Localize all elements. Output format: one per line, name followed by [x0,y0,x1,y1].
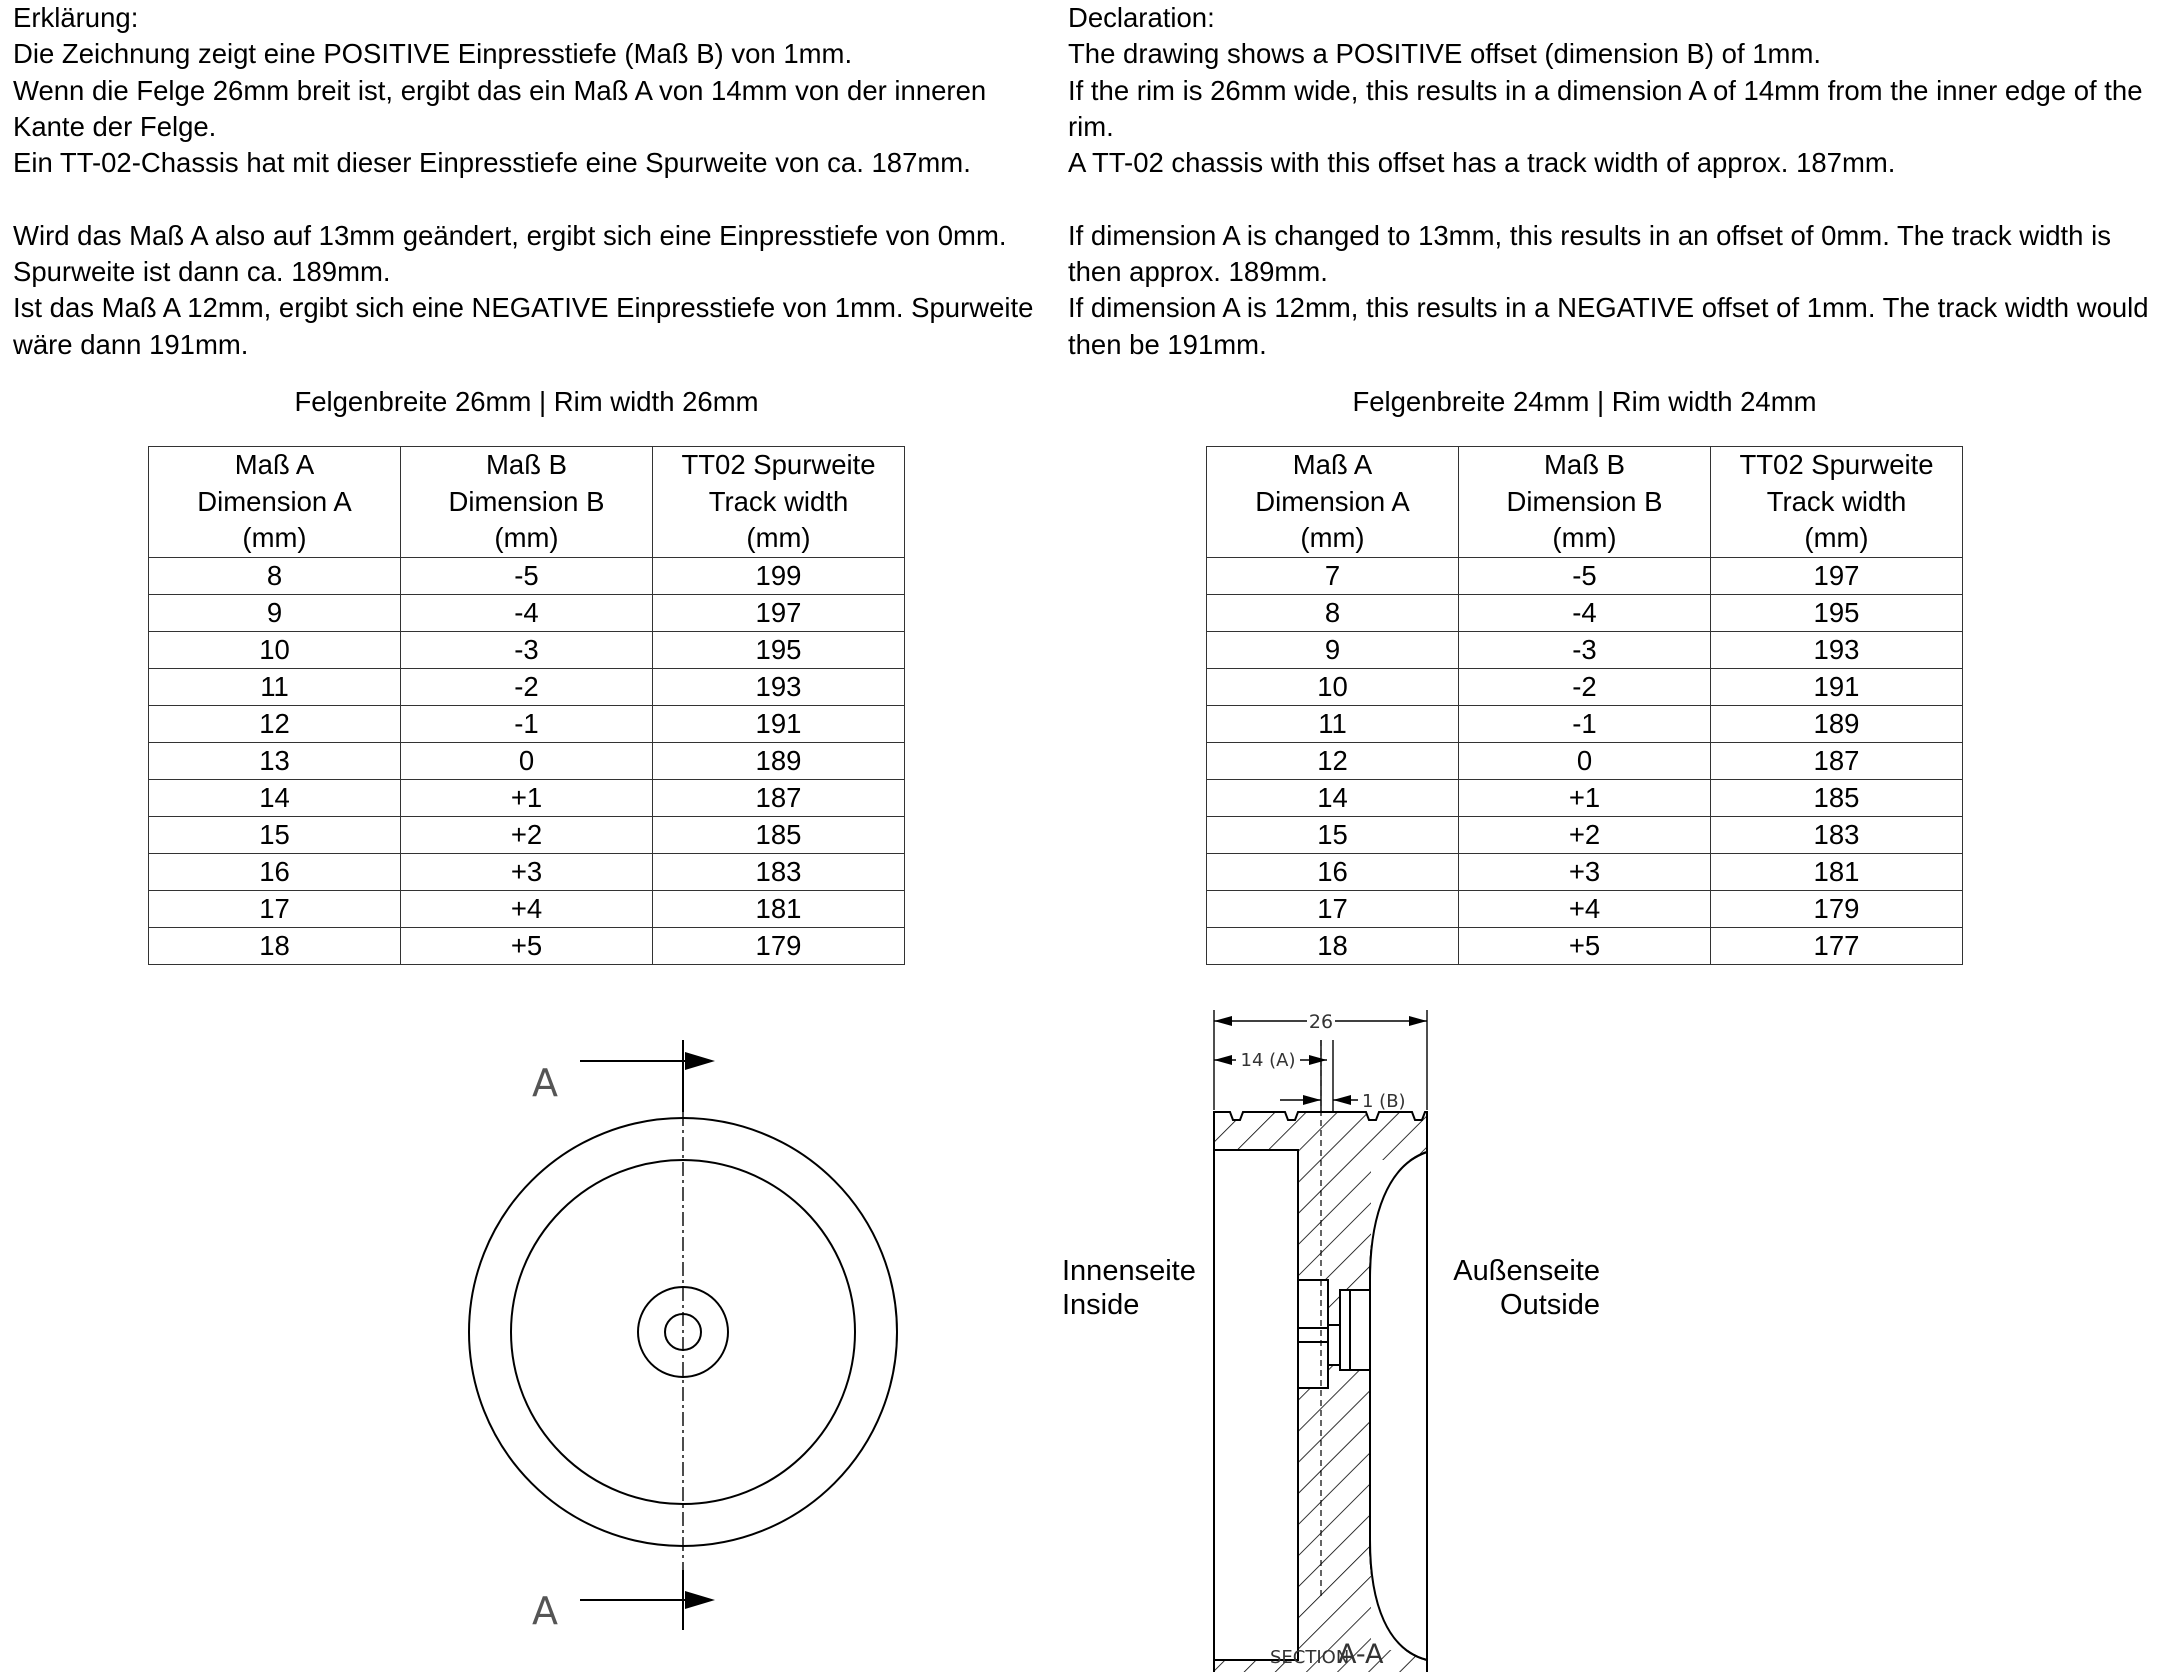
table-cell: -4 [1459,595,1711,632]
table-cell: 181 [653,891,905,928]
dim-a-arrow-left [1214,1055,1232,1065]
column-header-line: Maß A [234,449,315,481]
explanation-line: A TT-02 chassis with this offset has a track width of approx. 187mm. [1068,147,1896,179]
column-header-line: TT02 Spurweite [681,449,876,481]
table-cell: 9 [1207,632,1459,669]
column-header-line: Maß A [1292,449,1373,481]
table-row [1207,780,1963,817]
hub-step-inner [1298,1280,1328,1388]
table-cell: -3 [1459,632,1711,669]
table-cell: 16 [1207,854,1459,891]
table-row [1207,854,1963,891]
explanation-line: Wenn die Felge 26mm breit ist, ergibt das ein Maß A von 14mm von der inneren Kante der Felge. [13,74,987,142]
table-cell: 10 [149,632,401,669]
explanation-english [1068,0,2153,363]
table-cell: 18 [1207,928,1459,965]
dim-a-arrow-right [1309,1055,1327,1065]
dim-a-label: 14 (A) [1240,1050,1296,1071]
explanation-line: Ist das Maß A 12mm, ergibt sich eine NEGATIVE Einpresstiefe von 1mm. Spurweite wäre dann 191mm. [13,292,1034,360]
wheel-front-view [440,1010,960,1660]
table-caption-26mm: Felgenbreite 26mm | Rim width 26mm [294,386,759,417]
table-row [1207,558,1963,595]
column-header-line: Dimension B [448,485,605,517]
table-cell: 183 [653,854,905,891]
table-cell: +1 [401,780,653,817]
section-mark-top: A [532,1061,558,1105]
table-cell: 177 [1711,928,1963,965]
offset-table-26mm [148,446,905,965]
table-cell: 11 [149,669,401,706]
outer-dish-fill [1371,1160,1426,1650]
table-cell: 8 [1207,595,1459,632]
table-cell: 185 [1711,780,1963,817]
table-cell: +1 [1459,780,1711,817]
column-header-line: Maß B [1544,449,1625,481]
table-cell: +3 [401,854,653,891]
outside-label-de: Außenseite [1453,1255,1600,1287]
explanation-line: If dimension A is changed to 13mm, this results in an offset of 0mm. The track width is then approx. 189mm. [1068,219,2111,288]
table-cell: 187 [1711,743,1963,780]
table-cell: 12 [149,706,401,743]
table-header-row [149,447,905,558]
table-row [1207,891,1963,928]
explanation-line: If dimension A is 12mm, this results in a NEGATIVE offset of 1mm. The track width would then be 191mm. [1068,292,2149,360]
explanation-line: Ein TT-02-Chassis hat mit dieser Einpresstiefe eine Spurweite von ca. 187mm. [13,147,971,179]
table-row [149,780,905,817]
wheel-section-view [1200,1000,1460,1672]
table-cell: 9 [149,595,401,632]
table-row [1207,817,1963,854]
table-cell: 181 [1711,854,1963,891]
explanation-title: Declaration: [1068,2,1215,33]
table-cell: +4 [401,891,653,928]
offset-table-24mm [1206,446,1963,965]
table-cell: -5 [401,558,653,595]
column-header-line: (mm) [746,522,811,554]
section-word: SECTION [1270,1647,1350,1668]
hub-step-outer-redraw [1350,1290,1370,1370]
table-cell: 193 [1711,632,1963,669]
column-header [401,447,653,558]
explanation-line: The drawing shows a POSITIVE offset (dimension B) of 1mm. [1068,38,1821,70]
section-arrowhead-top [685,1052,715,1070]
table-cell: 18 [149,928,401,965]
table-cell: 0 [401,743,653,780]
column-header-line: (mm) [1552,522,1617,554]
table-cell: 199 [653,558,905,595]
table-row [149,817,905,854]
explanation-title: Erklärung: [13,2,139,33]
table-row [149,669,905,706]
column-header [653,447,905,558]
table-row [1207,743,1963,780]
dim-26-arrow-left [1214,1016,1232,1026]
table-cell: 14 [1207,780,1459,817]
explanation-german [13,0,1043,363]
table-cell: -3 [401,632,653,669]
column-header-line: Dimension A [1255,485,1410,517]
table-caption-24mm: Felgenbreite 24mm | Rim width 24mm [1352,386,1817,417]
table-row [149,891,905,928]
table-cell: 16 [149,854,401,891]
table-cell: 197 [653,595,905,632]
column-header [149,447,401,558]
table-cell: 17 [1207,891,1459,928]
outside-label [1420,1254,1600,1322]
column-header-line: (mm) [242,522,307,554]
dim-26-arrow-right [1409,1016,1427,1026]
table-cell: +2 [1459,817,1711,854]
section-mark-bottom: A [532,1589,558,1633]
table-cell: -2 [1459,669,1711,706]
table-row [1207,706,1963,743]
explanation-line [13,181,1043,217]
table-row [149,595,905,632]
column-header [1207,447,1459,558]
table-cell: +4 [1459,891,1711,928]
table-cell: 185 [653,817,905,854]
table-cell: 12 [1207,743,1459,780]
table-row [149,854,905,891]
table-cell: -5 [1459,558,1711,595]
rim-inner-bore [1214,1150,1298,1660]
hub-step-mid [1328,1325,1340,1365]
column-header-line: (mm) [1300,522,1365,554]
table-cell: 11 [1207,706,1459,743]
table-cell: 179 [653,928,905,965]
table-cell: 189 [1711,706,1963,743]
table-cell: 191 [653,706,905,743]
column-header-line: TT02 Spurweite [1739,449,1934,481]
table-cell: 191 [1711,669,1963,706]
explanation-line: Wird das Maß A also auf 13mm geändert, ergibt sich eine Einpresstiefe von 0mm. Spurweite ist dann ca. 189mm. [13,219,1007,288]
outside-label-en: Outside [1500,1289,1600,1321]
table-cell: 17 [149,891,401,928]
table-cell: +3 [1459,854,1711,891]
table-cell: +2 [401,817,653,854]
column-header-line: Track width [708,485,849,517]
table-cell: 15 [149,817,401,854]
table-cell: 7 [1207,558,1459,595]
section-arrowhead-bottom [685,1591,715,1609]
table-row [1207,928,1963,965]
explanation-line [1068,181,2153,217]
table-row [149,743,905,780]
table-cell: 193 [653,669,905,706]
section-name: A-A [1338,1639,1384,1670]
table-cell: -1 [1459,706,1711,743]
table-row [149,928,905,965]
explanation-line: Die Zeichnung zeigt eine POSITIVE Einpresstiefe (Maß B) von 1mm. [13,38,853,70]
table-cell: 183 [1711,817,1963,854]
table-cell: 13 [149,743,401,780]
table-cell: 187 [653,780,905,817]
column-header-line: (mm) [1804,522,1869,554]
dim-b-arrow-right [1333,1095,1351,1105]
column-header-line: Dimension A [197,485,352,517]
inside-label [1062,1254,1196,1322]
table-cell: 0 [1459,743,1711,780]
column-header [1711,447,1963,558]
inside-label-en: Inside [1062,1289,1140,1321]
table-cell: 15 [1207,817,1459,854]
table-cell: 197 [1711,558,1963,595]
table-row [149,706,905,743]
table-row [1207,669,1963,706]
column-header-line: Maß B [486,449,567,481]
table-cell: 195 [653,632,905,669]
table-row [149,632,905,669]
dim-b-arrow-left [1303,1095,1321,1105]
table-cell: 10 [1207,669,1459,706]
table-cell: -1 [401,706,653,743]
table-cell: 189 [653,743,905,780]
table-header-row [1207,447,1963,558]
column-header-line: Track width [1766,485,1907,517]
dim-26-label: 26 [1308,1011,1334,1033]
table-cell: +5 [1459,928,1711,965]
column-header [1459,447,1711,558]
dim-b-label: 1 (B) [1362,1091,1406,1112]
table-cell: 8 [149,558,401,595]
inside-label-de: Innenseite [1062,1255,1196,1287]
table-cell: -2 [401,669,653,706]
column-header-line: (mm) [494,522,559,554]
table-row [1207,632,1963,669]
table-row [1207,595,1963,632]
table-cell: +5 [401,928,653,965]
table-cell: 179 [1711,891,1963,928]
table-row [149,558,905,595]
table-cell: 14 [149,780,401,817]
table-cell: 195 [1711,595,1963,632]
explanation-line: If the rim is 26mm wide, this results in a dimension A of 14mm from the inner edge of the rim. [1068,74,2143,142]
column-header-line: Dimension B [1506,485,1663,517]
table-cell: -4 [401,595,653,632]
